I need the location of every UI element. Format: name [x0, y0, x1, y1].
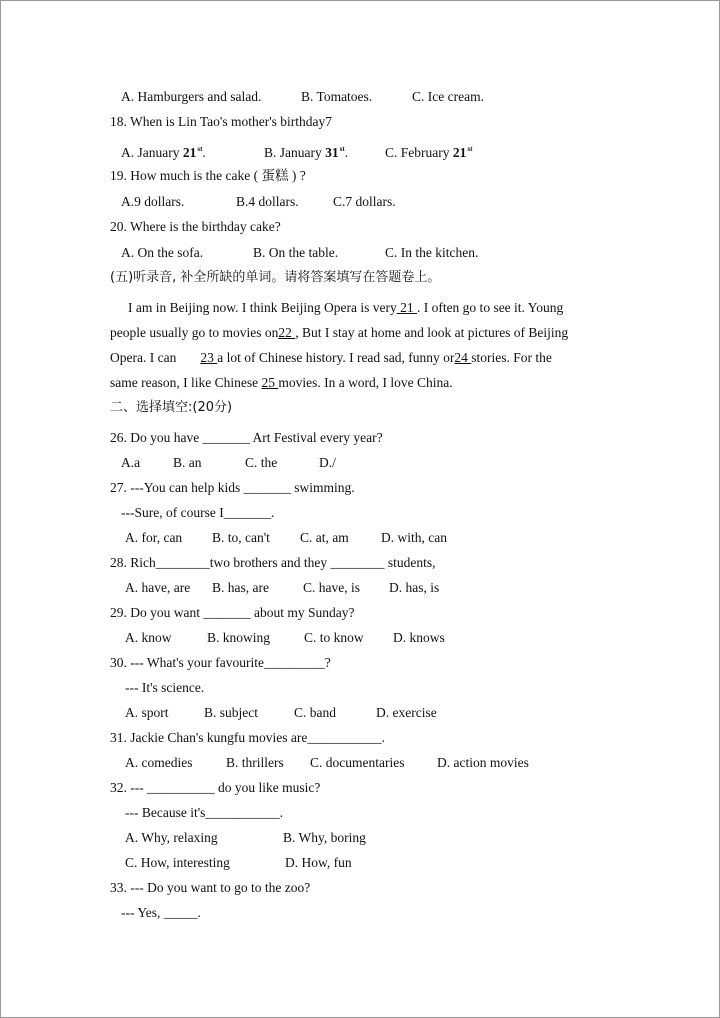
q18-options [0, 140, 720, 158]
q32-reply: --- Because it's___________. [125, 805, 284, 820]
q27-option-b: B. to, can't [212, 530, 270, 545]
q33-stem: 33. --- Do you want to go to the zoo? [110, 880, 311, 895]
q30-option-b: B. subject [204, 705, 258, 720]
q30-option-d: D. exercise [376, 705, 437, 720]
q17-option-a: A. Hamburgers and salad. [121, 89, 262, 104]
q33-reply: --- Yes, _____. [121, 905, 201, 920]
passage-line-3: Opera. I can 23 a lot of Chinese history. I read sad, funny or24 stories. For the [110, 350, 552, 365]
q19-option-c: C.7 dollars. [333, 194, 396, 209]
q32-option-c: C. How, interesting [125, 855, 230, 870]
q28-option-a: A. have, are [125, 580, 191, 595]
q26-option-b: B. an [173, 455, 202, 470]
q18-option-c: C. February 21st [385, 145, 473, 160]
q30-option-c: C. band [294, 705, 336, 720]
q26-options [0, 454, 720, 472]
q29-option-a: A. know [125, 630, 172, 645]
q20-option-a: A. On the sofa. [121, 245, 204, 260]
blank-23: 23 [200, 350, 218, 365]
q29-option-c: C. to know [304, 630, 364, 645]
q20-option-b: B. On the table. [253, 245, 339, 260]
passage-line-1: I am in Beijing now. I think Beijing Opera is very 21 . I often go to see it. Young [128, 300, 564, 315]
q27-option-a: A. for, can [125, 530, 183, 545]
q27-option-c: C. at, am [300, 530, 349, 545]
q19-option-a: A.9 dollars. [121, 194, 185, 209]
q29-option-d: D. knows [393, 630, 445, 645]
q26-option-c: C. the [245, 455, 278, 470]
q32-options-row-2 [0, 854, 720, 872]
q31-option-a: A. comedies [125, 755, 193, 770]
q29-option-b: B. knowing [207, 630, 271, 645]
q17-options [0, 88, 720, 106]
q32-option-a: A. Why, relaxing [125, 830, 218, 845]
q31-option-c: C. documentaries [310, 755, 405, 770]
q29-options [0, 629, 720, 647]
q28-stem: 28. Rich________two brothers and they ________ students, [110, 555, 436, 570]
q27-reply: ---Sure, of course I_______. [121, 505, 275, 520]
q18-stem: 18. When is Lin Tao's mother's birthday7 [110, 114, 333, 129]
q18-option-b: B. January 31st. [264, 145, 349, 160]
q20-option-c: C. In the kitchen. [385, 245, 479, 260]
q28-options [0, 579, 720, 597]
section-5-heading: (五)听录音, 补全所缺的单词。请将答案填写在答题卷上。 [110, 270, 441, 285]
passage-line-4: same reason, I like Chinese 25 movies. In a word, I love China. [110, 375, 453, 390]
q32-options-row-1 [0, 829, 720, 847]
q27-options [0, 529, 720, 547]
q19-stem: 19. How much is the cake ( 蛋糕 ) ? [110, 168, 306, 183]
q32-option-b: B. Why, boring [283, 830, 366, 845]
blank-25: 25 [261, 375, 279, 390]
q17-option-b: B. Tomatoes. [301, 89, 373, 104]
q30-options [0, 704, 720, 722]
q30-stem: 30. --- What's your favourite_________? [110, 655, 331, 670]
q26-stem: 26. Do you have _______ Art Festival every year? [110, 430, 383, 445]
passage-line-2: people usually go to movies on22 , But I stay at home and look at pictures of Beijing [110, 325, 569, 340]
blank-24: 24 [454, 350, 472, 365]
blank-22: 22 [278, 325, 296, 340]
q26-option-d: D./ [319, 455, 336, 470]
q19-option-b: B.4 dollars. [236, 194, 299, 209]
q30-option-a: A. sport [125, 705, 169, 720]
q28-option-d: D. has, is [389, 580, 440, 595]
q27-stem: 27. ---You can help kids _______ swimming. [110, 480, 355, 495]
q31-options [0, 754, 720, 772]
q29-stem: 29. Do you want _______ about my Sunday? [110, 605, 355, 620]
q31-stem: 31. Jackie Chan's kungfu movies are___________. [110, 730, 386, 745]
q19-options [0, 193, 720, 211]
q32-option-d: D. How, fun [285, 855, 352, 870]
q28-option-b: B. has, are [212, 580, 269, 595]
q30-reply: --- It's science. [125, 680, 205, 695]
q20-options [0, 244, 720, 262]
q31-option-d: D. action movies [437, 755, 529, 770]
q27-option-d: D. with, can [381, 530, 447, 545]
q31-option-b: B. thrillers [226, 755, 284, 770]
section-2-heading: 二、选择填空:(20分) [110, 400, 233, 415]
q20-stem: 20. Where is the birthday cake? [110, 219, 281, 234]
q17-option-c: C. Ice cream. [412, 89, 484, 104]
q18-option-a: A. January 21st. [121, 145, 206, 160]
q32-stem: 32. --- __________ do you like music? [110, 780, 321, 795]
blank-21: 21 [396, 300, 417, 315]
q28-option-c: C. have, is [303, 580, 360, 595]
q26-option-a: A.a [121, 455, 141, 470]
